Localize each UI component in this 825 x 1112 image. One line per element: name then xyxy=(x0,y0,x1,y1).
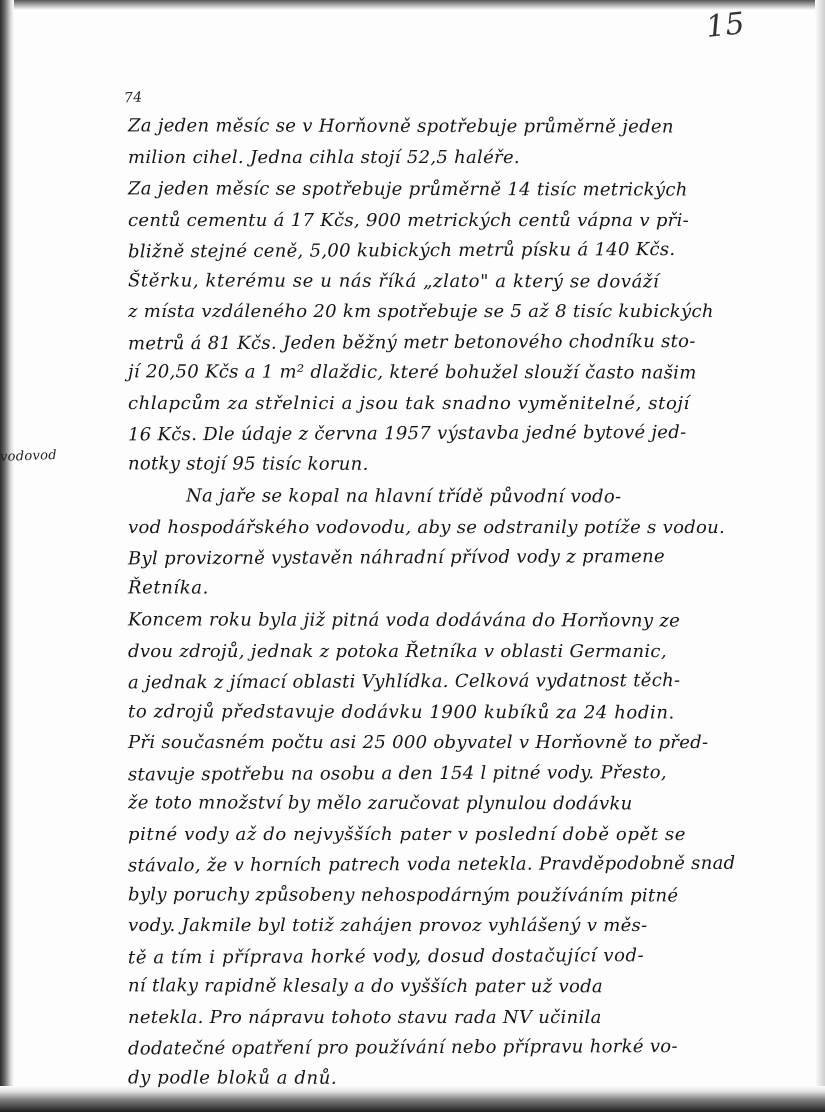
text-line: milion cihel. Jedna cihla stojí 52,5 haléře. xyxy=(128,146,520,168)
text-line: bližně stejné ceně, 5,00 kubických metrů písku á 140 Kčs. xyxy=(127,239,676,263)
text-line: Za jeden měsíc se spotřebuje průměrně 14 tisíc metrických xyxy=(127,178,688,201)
text-line: a jednak z jímací oblasti Vyhlídka. Celková vydatnost těch- xyxy=(127,669,681,694)
text-line: Při současném počtu asi 25 000 obyvatel v Horňovně to před- xyxy=(128,732,709,753)
text-line: ní tlaky rapidně klesaly a do vyšších pater už voda xyxy=(127,975,603,998)
text-line: Koncem roku byla již pitná voda dodávána do Horňovny ze xyxy=(127,609,681,632)
text-line: chlapcům za střelnici a jsou tak snadno vyměnitelné, stojí xyxy=(128,392,690,414)
text-line: 16 Kčs. Dle údaje z června 1957 výstavba jedné bytové jed- xyxy=(127,421,687,446)
text-line: notky stojí 95 tisíc korun. xyxy=(127,452,369,475)
text-line: netekla. Pro nápravu tohoto stavu rada NV učinila xyxy=(128,1006,602,1028)
text-line: vod hospodářského vodovodu, aby se odstranily potíže s vodou. xyxy=(128,516,726,538)
text-line: dodatečné opatření pro používání nebo přípravu horké vo- xyxy=(127,1035,678,1060)
text-line: Štěrku, kterému se u nás říká „zlato" a který se dováží xyxy=(127,269,660,292)
text-line: vody. Jakmile byl totiž zahájen provoz vyhlášený v měs- xyxy=(128,915,648,936)
text-line: centů cementu á 17 Kčs, 900 metrických centů vápna v při- xyxy=(128,209,690,231)
paragraph xyxy=(128,175,768,480)
paragraph xyxy=(128,606,768,1094)
text-line: Za jeden měsíc se v Horňovně spotřebuje průměrně jeden xyxy=(127,115,674,138)
text-line: metrů á 81 Kčs. Jeden běžný metr betonového chodníku sto- xyxy=(127,330,696,354)
folio-number: 15 xyxy=(704,6,747,45)
text-line: dy podle bloků a dnů. xyxy=(127,1066,338,1089)
scan-edge-left xyxy=(0,0,14,1112)
handwritten-body xyxy=(128,112,768,1096)
text-line: to zdrojů představuje dodávku 1900 kubíků za 24 hodin. xyxy=(127,700,675,723)
scan-edge-right xyxy=(815,0,825,1112)
paragraph xyxy=(128,112,768,173)
text-line: jí 20,50 Kčs a 1 m² dlaždic, které bohužel slouží často našim xyxy=(127,361,697,384)
text-line: že toto množství by mělo zaručovat plynulou dodávku xyxy=(127,792,633,815)
margin-note: vodovod xyxy=(0,447,58,465)
scan-edge-top xyxy=(0,0,825,10)
text-line: tě a tím i příprava horké vody, dosud dostačující vod- xyxy=(127,944,645,968)
text-line: Na jaře se kopal na hlavní třídě původní vodo- xyxy=(185,485,622,508)
text-line: z místa vzdáleného 20 km spotřebuje se 5 až 8 tisíc kubických xyxy=(128,301,714,322)
text-line: stávalo, že v horních patrech voda netekla. Pravděpodobně snad xyxy=(127,852,736,877)
text-line: pitné vody až do nejvyšších pater v poslední době opět se xyxy=(128,823,686,845)
text-line: Byl provizorně vystavěn náhradní přívod vody z pramene xyxy=(127,546,666,570)
text-line: dvou zdrojů, jednak z potoka Řetníka v oblasti Germanic, xyxy=(128,640,667,662)
page-number: 74 xyxy=(123,89,143,107)
text-line: stavuje spotřebu na osobu a den 154 l pitné vody. Přesto, xyxy=(127,761,667,785)
paragraph xyxy=(128,482,768,604)
text-line: byly poruchy způsobeny nehospodárným používáním pitné xyxy=(127,883,679,906)
text-line: Řetníka. xyxy=(127,576,209,598)
